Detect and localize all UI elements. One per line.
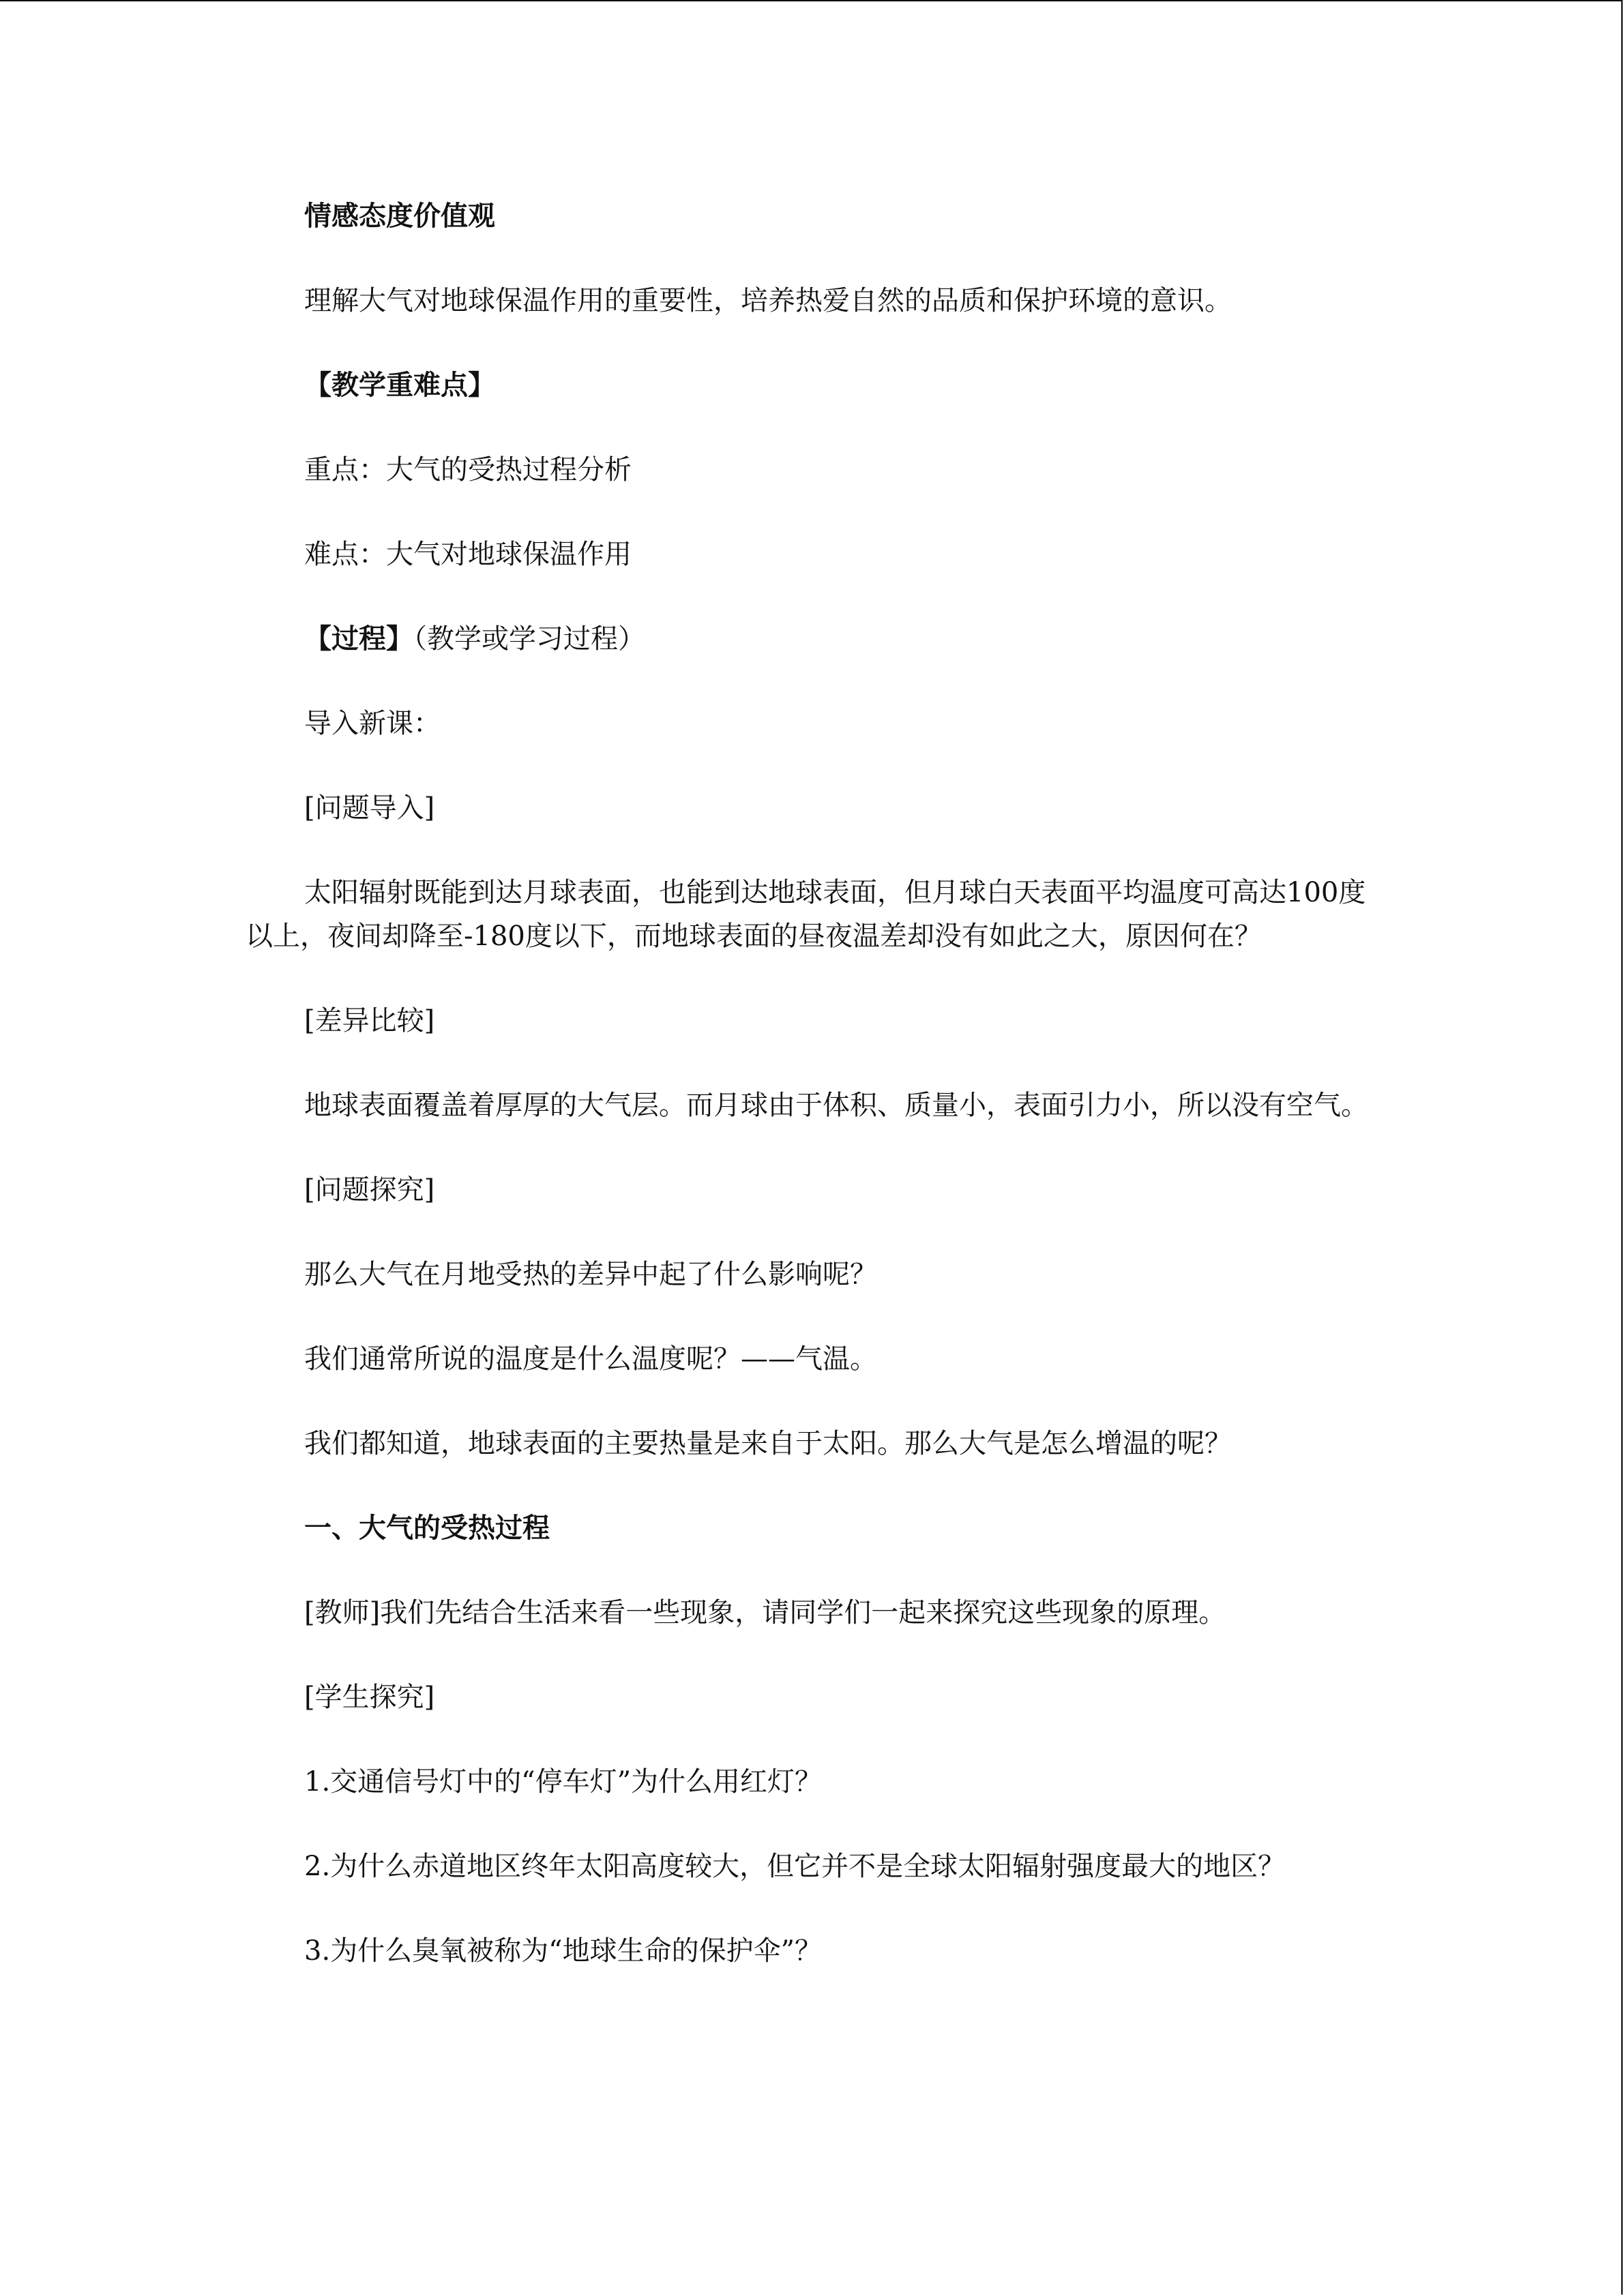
paragraph-key-point: 重点：大气的受热过程分析 (304, 454, 632, 486)
paragraph-difference-compare: [差异比较] (304, 1005, 435, 1037)
paragraph-moon-earth-temperature: 太阳辐射既能到达月球表面，也能到达地球表面，但月球白天表面平均温度可高达100度以上，夜间却降至-180度以下，而地球表面的昼夜温差却没有如此之大，原因何在？ (246, 877, 1366, 952)
heading-key-difficult-points: 【教学重难点】 (304, 369, 495, 401)
list-item-question-2: 2.为什么赤道地区终年太阳高度较大，但它并不是全球太阳辐射强度最大的地区？ (304, 1851, 1286, 1882)
list-item-question-3: 3.为什么臭氧被称为“地球生命的保护伞”？ (304, 1935, 823, 1967)
heading-process-bold: 【过程】 (304, 623, 413, 655)
document-body (246, 194, 1371, 1973)
paragraph-atmosphere-effect: 那么大气在月地受热的差异中起了什么影响呢？ (304, 1259, 877, 1290)
paragraph-question-explore: [问题探究] (304, 1174, 435, 1206)
paragraph-question-intro: [问题导入] (304, 792, 435, 824)
heading-process-note: （教学或学习过程） (413, 623, 645, 655)
paragraph-temperature-question: 我们通常所说的温度是什么温度呢？——气温。 (304, 1343, 877, 1375)
paragraph-difficult-point: 难点：大气对地球保温作用 (304, 539, 632, 570)
list-item-question-1: 1.交通信号灯中的“停车灯”为什么用红灯？ (304, 1766, 823, 1798)
paragraph-student-explore: [学生探究] (304, 1682, 435, 1713)
paragraph-emotion-goal: 理解大气对地球保温作用的重要性，培养热爱自然的品质和保护环境的意识。 (304, 285, 1232, 316)
paragraph-atmosphere-layer: 地球表面覆盖着厚厚的大气层。而月球由于体积、质量小，表面引力小，所以没有空气。 (304, 1090, 1368, 1121)
heading-process (246, 617, 1371, 661)
paragraph-teacher: [教师]我们先结合生活来看一些现象，请同学们一起来探究这些现象的原理。 (304, 1597, 1226, 1628)
heading-emotion-values: 情感态度价值观 (304, 200, 495, 232)
heading-heating-process: 一、大气的受热过程 (304, 1512, 550, 1544)
paragraph-intro-lesson: 导入新课： (304, 708, 441, 739)
paragraph-heat-source: 我们都知道，地球表面的主要热量是来自于太阳。那么大气是怎么增温的呢？ (304, 1428, 1232, 1459)
